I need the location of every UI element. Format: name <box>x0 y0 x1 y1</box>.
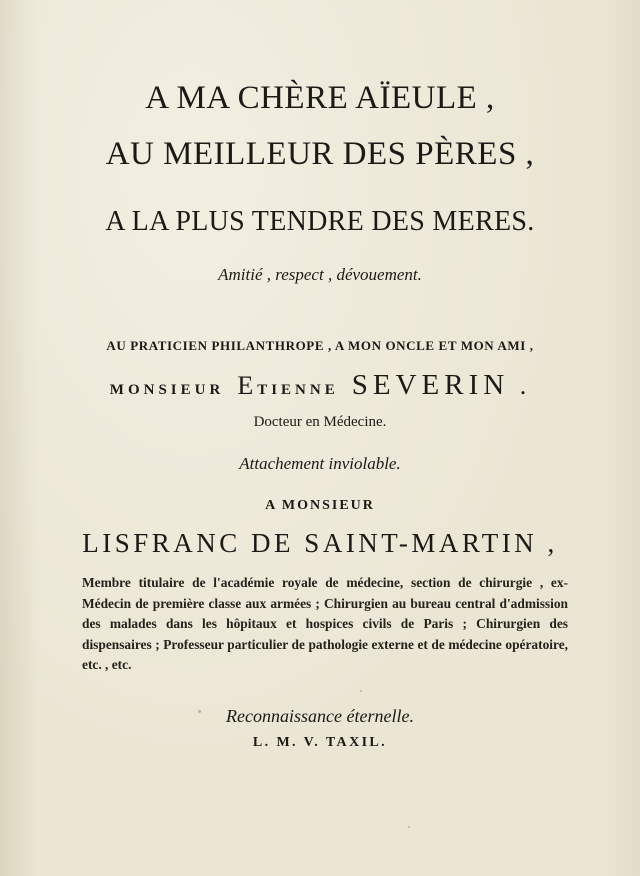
teacher-intro: A MONSIEUR <box>265 498 375 513</box>
teacher-name: LISFRANC DE SAINT-MARTIN , <box>82 528 558 558</box>
dedication-mother: A LA PLUS TENDRE DES MERES. <box>105 206 535 237</box>
motto-teacher: Reconnaissance éternelle. <box>226 706 414 726</box>
motto-uncle: Attachement inviolable. <box>239 454 401 473</box>
author-signature: L. M. V. TAXIL. <box>252 735 388 750</box>
paper-speck <box>408 826 410 828</box>
uncle-first-initial: E <box>237 371 258 400</box>
uncle-intro: AU PRATICIEN PHILANTHROPE , A MON ONCLE ET MON AMI , <box>106 338 534 353</box>
dedication-father: AU MEILLEUR DES PÈRES , <box>105 136 535 172</box>
uncle-first-rest: TIENNE <box>257 382 339 398</box>
dedication-grandmother: A MA CHÈRE AÏEULE , <box>145 80 495 116</box>
uncle-name-end: . <box>509 371 531 400</box>
teacher-description: Membre titulaire de l'académie royale de médecine, section de chirurgie , ex-Médecin de première classe aux armées ; Chirurgien au bureau central d'admission des malades dans les hôpitaux et hospices civils de Paris ; Chirurgien des dispensaires ; Professeur particulier de pathologie externe et de médecine opératoire, etc. , etc. <box>82 575 568 673</box>
uncle-name-prefix: MONSIEUR <box>109 382 225 398</box>
paper-speck <box>198 710 201 713</box>
uncle-name <box>0 369 640 402</box>
uncle-surname: SEVERIN <box>351 369 510 401</box>
paper-speck <box>360 690 362 692</box>
uncle-title: Docteur en Médecine. <box>253 414 387 430</box>
motto-family: Amitié , respect , dévouement. <box>218 265 422 284</box>
